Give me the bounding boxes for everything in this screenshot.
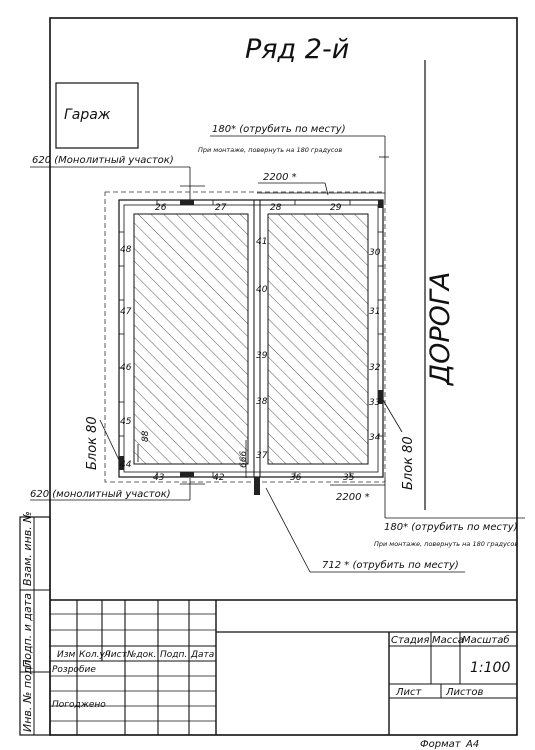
building-plan <box>119 200 383 495</box>
room-right <box>268 214 368 464</box>
block-right-label: Блок 80 <box>401 436 416 490</box>
block-number: 42 <box>213 473 225 483</box>
block-left-leader <box>100 420 119 460</box>
block-left-label: Блок 80 <box>85 416 100 470</box>
dim-666: 666 <box>239 450 249 468</box>
tb-format: Формат <box>420 739 461 750</box>
block-number: 36 <box>290 473 302 483</box>
tb-izm: Изм <box>57 650 76 660</box>
tb-massa: Масса <box>432 635 464 646</box>
block-number: 28 <box>270 203 282 213</box>
block-number: 29 <box>330 203 342 213</box>
dim-top-180: 180* (отрубить по месту) <box>212 124 346 135</box>
block-number: 41 <box>256 237 268 247</box>
tb-listov: Листов <box>446 687 484 698</box>
tb-kol-uch: Кол.уч <box>79 650 111 660</box>
dim-top-620: 620 (Монолитный участок) <box>32 155 174 166</box>
dim-bottom-2200: 2200 * <box>336 492 370 503</box>
tb-list2: Лист <box>396 687 422 698</box>
title-block <box>50 600 517 735</box>
dim-top-2200: 2200 * <box>263 172 297 183</box>
block-number: 34 <box>369 433 381 443</box>
block-number: 44 <box>120 460 132 470</box>
block-number: 32 <box>369 363 381 373</box>
dim-bottom-620: 620 (монолитный участок) <box>30 489 171 500</box>
block-number: 37 <box>256 451 268 461</box>
dim-bottom-180: 180* (отрубить по месту) <box>384 522 518 533</box>
block-number: 39 <box>256 351 268 361</box>
tb-masshtab: Масштаб <box>462 635 510 646</box>
dim-712: 712 * (отрубить по месту) <box>322 560 459 571</box>
garage-label: Гараж <box>64 107 111 123</box>
block-number: 46 <box>120 363 132 373</box>
block-number: 45 <box>120 417 132 427</box>
note-top: При монтаже, повернуть на 180 градусов <box>198 146 343 154</box>
block-number: 26 <box>155 203 167 213</box>
tb-podp: Подп. <box>160 650 188 660</box>
room-left <box>134 214 248 464</box>
road-label: ДОРОГА <box>425 271 456 385</box>
side-vzam-inv: Взам. инв. № <box>21 511 34 586</box>
note-bottom: При монтаже, повернуть на 180 градусов <box>374 540 519 548</box>
block-number: 27 <box>215 203 227 213</box>
block-number: 48 <box>120 245 132 255</box>
tb-pogodzheno: Погоджено <box>52 700 106 710</box>
block-right-leader <box>383 400 402 432</box>
tb-scale-value: 1:100 <box>470 660 511 676</box>
drawing-title: Ряд 2-й <box>245 34 350 65</box>
tb-format-value: А4 <box>466 739 480 750</box>
dim-88: 88 <box>141 430 151 442</box>
tb-list: Лист <box>104 650 127 660</box>
side-strip <box>20 511 50 735</box>
block-number: 33 <box>369 398 381 408</box>
tb-stadiya: Стадия <box>391 635 430 646</box>
tb-data: Дата <box>191 650 215 660</box>
block-number: 35 <box>343 473 355 483</box>
block-number: 40 <box>256 285 268 295</box>
tb-razrabotal: Розробие <box>52 665 96 675</box>
tb-n-dok: №док. <box>127 650 157 660</box>
side-podp-data: Подп. и дата <box>21 593 34 668</box>
block-number: 31 <box>369 307 381 317</box>
side-inv-podl: Инв. № подл. <box>21 656 34 732</box>
block-number: 38 <box>256 397 268 407</box>
block-number: 47 <box>120 307 132 317</box>
block-number: 30 <box>369 248 381 258</box>
block-number: 43 <box>153 473 165 483</box>
